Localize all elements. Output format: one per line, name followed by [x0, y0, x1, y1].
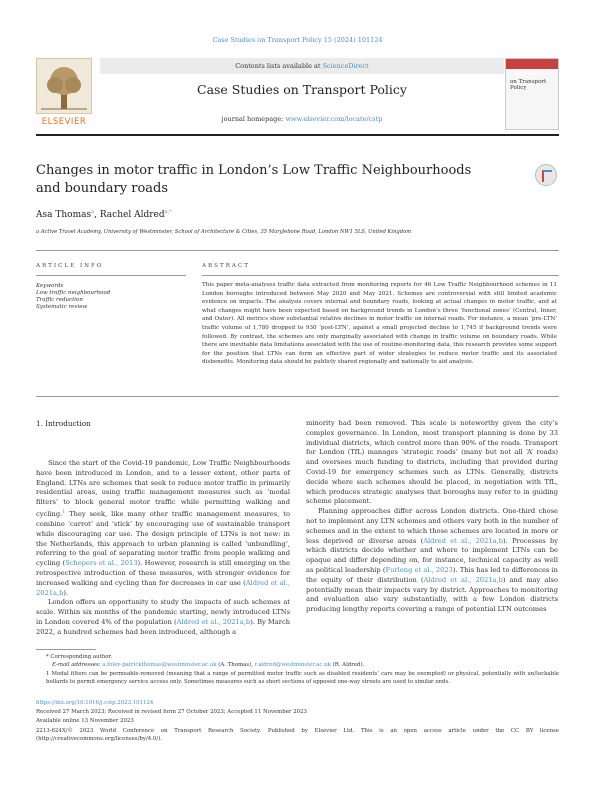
journal-title: Case Studies on Transport Policy — [197, 82, 407, 97]
license-text: ). — [158, 736, 162, 743]
abstract-text: This paper meta-analyses traffic data extracted from monitoring reports for 46 Low Traffic Neighbourhood schemes in 11 London boroughs introduced between May 2020 and May 2021. Schemes are controversial with still limited academic evidence on impacts. The analysis covers internal and boundary roads, looking at actual changes in motor traffic, and at what changes might have been expected based on background trends in London’s three ‘functional zones’ (Central, Inner, and Outer). All metrics show substantial relative declines in motor traffic on internal roads. For instance, a mean ‘pre-LTN’ traffic volume of 1,780 dropped to 930 ‘post-LTN’, against a small projected decline to 1,745 if background trends were followed. By contrast, the schemes are only marginally associated with change in traffic volume on boundary roads. While there are inevitable data limitations associated with the use of routine-monitoring data, this research provides some support for the position that LTNs can form an effective part of wider strategies to reduce motor traffic and its associated disbenefits. Monitoring data should be publicly shared regionally and nationally to aid analysis. — [202, 282, 557, 366]
received-dates: Received 27 March 2023; Received in revised form 27 October 2023; Accepted 11 November 2023 — [36, 709, 307, 715]
text-run: ) and may also potentially mean their impacts vary by district. Approaches to monitoring and evaluation also vary substantially, with a few London districts producing lengthy reports covering a range of potential LTN outcomes — [306, 575, 558, 614]
email-link[interactable]: r.aldred@westminster.ac.uk — [254, 662, 331, 668]
text-run: ). — [63, 588, 69, 597]
paragraph: minority had been removed. This scale is noteworthy given the city’s complex governance. In London, most transport planning is done by 33 individual districts, which control more than 90% of the roads. Transport for London (TfL) manages ‘strategic roads’ (many but not all ‘A’ roads) and oversees much funding to districts, including that provided during Covid-19 for emergency schemes such as LTNs. Generally, districts decide where such schemes should be placed, in negotiation with TfL, which produces strategic analyses that boroughs may refer to in guiding scheme placement. — [306, 419, 558, 506]
publisher-name: ELSEVIER — [41, 117, 87, 127]
email-name: (R. Aldred). — [330, 662, 365, 668]
author-aldred-affil[interactable]: a,* — [164, 209, 172, 215]
footnote-rule — [36, 649, 96, 650]
abstract-heading: ABSTRACT — [202, 263, 250, 269]
keyword-item: Low traffic neighbourhood — [36, 290, 111, 296]
email-link[interactable]: a.foley-patrickthomas@westminster.ac.uk — [102, 662, 217, 668]
keyword-item: Traffic reduction — [36, 297, 83, 303]
citation-link[interactable]: Furlong et al., 2023 — [385, 565, 453, 574]
article-info-rule — [36, 275, 186, 276]
contents-band — [100, 58, 504, 74]
text-run: Planning approaches differ across London districts. One-third chose not to implement any LTN schemes and others vary both in the number of schemes and in the extent to which those schemes are located in more or less deprived or diverse areas ( — [306, 507, 558, 545]
email-label: E-mail addresses: — [52, 662, 103, 668]
citation-link[interactable]: Schepers et al., 2013 — [65, 559, 138, 568]
journal-citation-line[interactable]: Case Studies on Transport Policy 15 (2024) 101124 — [212, 36, 383, 44]
citation-link[interactable]: Aldred et al., 2021a,b — [36, 578, 290, 597]
license-statement — [36, 727, 559, 743]
cover-title: Case Studies — [510, 71, 543, 77]
text-run: Since the start of the Covid-19 pandemic, Low Traffic Neighbourhoods have been introduced in London, and to a lesser extent, other parts of England. LTNs are schemes that seek to reduce motor traffic in primarily residential areas, using traffic management measures such as ‘modal filters’ to block general motor traffic while permitting walking and cycling. — [36, 459, 290, 519]
abstract-rule — [202, 275, 559, 276]
text-run: They seek, like many other traffic management measures, to combine ‘carrot’ and ‘stick’ by encouraging use of sustainable transport while discouraging car use. The design principle of LTNs is not new: in the Netherlands, this approach to urban planning is called ‘unbundling’, referring to the goal of separating motor traffic from people walking and cycling ( — [36, 510, 290, 568]
elsevier-logo[interactable] — [36, 58, 92, 128]
text-run: London offers an opportunity to study the impacts of such schemes at scale. Within six months of the pandemic starting, newly introduced LTNs in London covered 4% of the population ( — [36, 598, 290, 626]
license-text: 2213-624X/© 2023 World Conference on Transport Research Society. Published by Elsevier Ltd. This is an open access article under the CC BY license ( — [36, 728, 559, 743]
affiliation: a Active Travel Academy, University of Westminster, School of Architecture & Cities, 35 Marylebone Road, London NW1 5LS, United Kingdom — [36, 229, 412, 235]
citation-link[interactable]: Aldred et al., 2021a,b — [423, 536, 504, 545]
journal-cover-thumbnail[interactable] — [505, 58, 559, 130]
email-line — [36, 661, 575, 669]
header-rule — [36, 134, 559, 136]
text-run: ). Processes by which districts decide whether and where to implement LTNs can be opaque and differ depending on, for instance, technical capacity as well as political leadership ( — [306, 536, 559, 574]
keyword-item: Systematic review — [36, 304, 88, 310]
paragraph — [36, 459, 290, 598]
journal-homepage — [100, 115, 504, 123]
body-right-column — [306, 419, 558, 615]
article-title: Changes in motor traffic in London’s Low Traffic Neighbourhoods and boundary roads — [36, 163, 472, 196]
available-online: Available online 13 November 2023 — [36, 718, 134, 724]
corresponding-author-note: * Corresponding author. — [46, 654, 113, 660]
homepage-link[interactable]: www.elsevier.com/locate/cstp — [285, 115, 383, 123]
text-run: ). However, research is still emerging on the retrospective introduction of these measures, with stronger evidence for increased walking and cycling than for decreases in car use ( — [36, 559, 290, 587]
text-run: ). By March 2022, a hundred schemes had been introduced, although a — [36, 617, 291, 636]
elsevier-tree-icon — [36, 58, 92, 114]
footnote-ref[interactable]: 1 — [62, 509, 66, 515]
contents-prefix: Contents lists available at — [235, 62, 323, 70]
doi-link[interactable]: https://doi.org/10.1016/j.cstp.2023.101124 — [36, 700, 154, 706]
citation-link[interactable]: Aldred et al., 2021a,b — [423, 575, 503, 584]
sciencedirect-link[interactable]: ScienceDirect — [322, 62, 369, 70]
email-name: (A. Thomas), — [216, 662, 255, 668]
article-info-heading: ARTICLE INFO — [36, 263, 104, 269]
footnote-1: 1 Modal filters can be permeable-removed (meaning that a range of permitted motor traffic such as disabled residents’ cars may be exempted) or physical, potentially with un/lockable bollards to permit emergency service access only. Sometimes measures such as short sections of opposed one-way streets are used to similar ends. — [46, 671, 559, 685]
author-thomas[interactable]: Asa Thomas — [36, 210, 92, 220]
abstract-end-rule — [36, 396, 559, 397]
citation-link[interactable]: Aldred et al., 2021a,b — [176, 617, 251, 626]
section-title-introduction: 1. Introduction — [36, 419, 91, 428]
text-run: ). This has led to differences in the equity of their distribution ( — [306, 565, 558, 584]
author-list: Asa Thomas$^a$, Rachel Aldred$^{a,*}$ — [36, 209, 172, 220]
affiliation-rule — [36, 250, 559, 251]
author-aldred[interactable]: Rachel Aldred — [99, 210, 165, 220]
keywords-label: Keywords — [36, 283, 64, 289]
homepage-prefix: journal homepage: — [221, 115, 286, 123]
author-thomas-affil[interactable]: a — [91, 209, 95, 215]
paragraph — [36, 598, 290, 637]
crossmark-icon[interactable] — [535, 164, 557, 186]
cover-subtitle: on Transport Policy — [510, 79, 547, 91]
paragraph — [306, 507, 558, 615]
license-link[interactable]: http://creativecommons.org/licenses/by/4.0/ — [38, 736, 159, 743]
body-left-column — [36, 459, 290, 638]
